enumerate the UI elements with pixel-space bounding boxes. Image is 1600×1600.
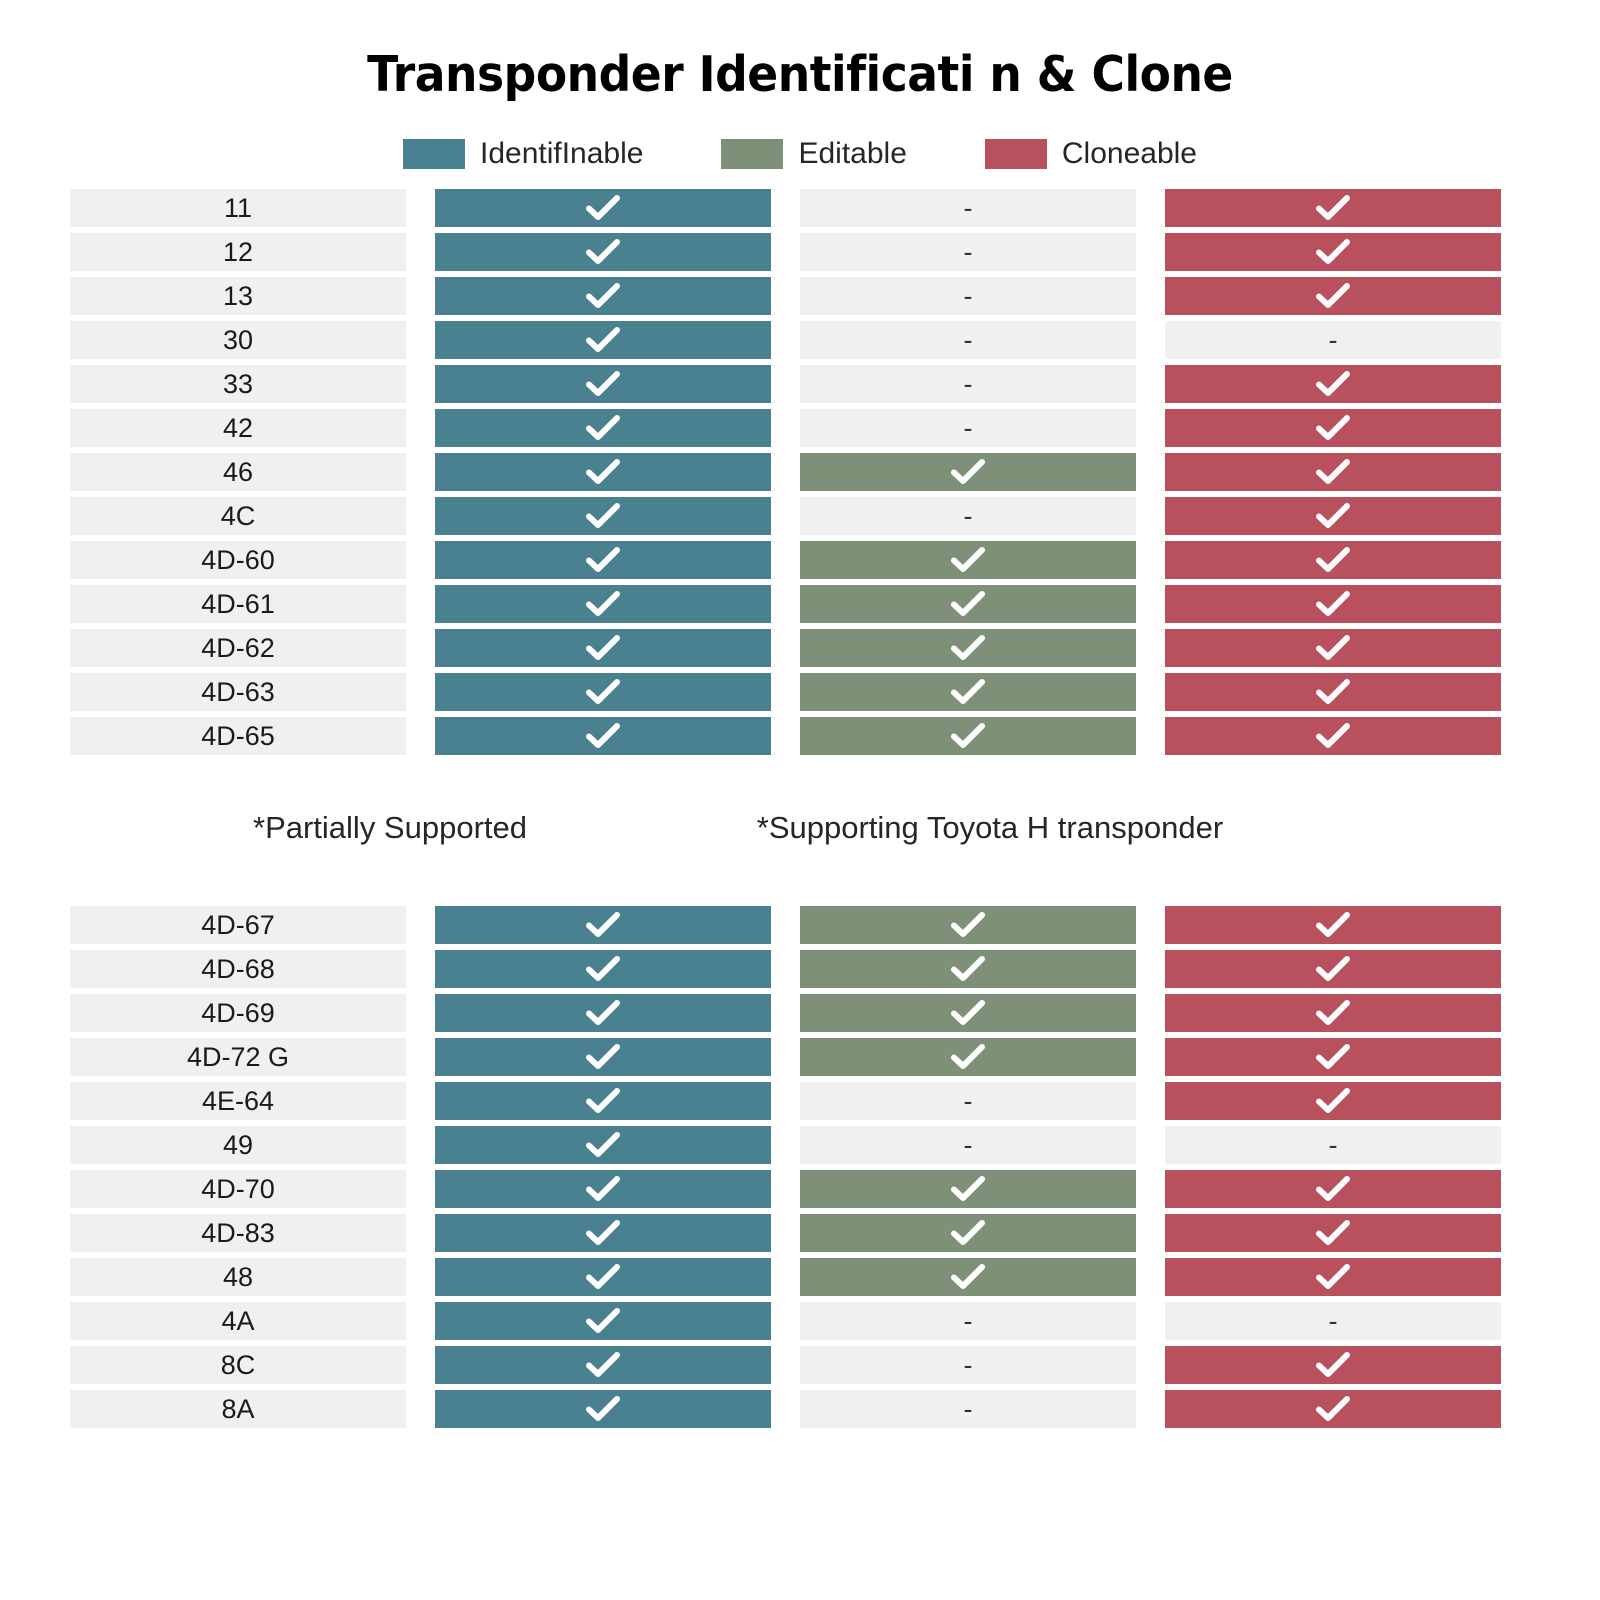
cell-identifiable <box>435 717 771 755</box>
table-row <box>70 585 1530 623</box>
check-icon <box>586 723 620 749</box>
table-row <box>70 717 1530 755</box>
check-icon <box>951 547 985 573</box>
note-partially-supported: *Partially Supported <box>253 810 527 845</box>
page-title: Transponder Identificati n & Clone <box>367 46 1233 103</box>
check-icon <box>1316 1088 1350 1114</box>
cell-cloneable <box>1165 1170 1501 1208</box>
section-spacer <box>0 846 1600 906</box>
check-icon <box>586 459 620 485</box>
cell-editable: - <box>800 365 1136 403</box>
row-label: 4D-69 <box>70 994 406 1032</box>
cell-identifiable <box>435 1302 771 1340</box>
check-icon <box>586 547 620 573</box>
transponder-table-group-2 <box>0 906 1600 1428</box>
cell-cloneable <box>1165 629 1501 667</box>
row-label: 12 <box>70 233 406 271</box>
check-icon <box>1316 1220 1350 1246</box>
cell-identifiable <box>435 629 771 667</box>
table-row <box>70 1346 1530 1384</box>
cell-identifiable <box>435 321 771 359</box>
row-label: 8C <box>70 1346 406 1384</box>
check-icon <box>1316 283 1350 309</box>
check-icon <box>951 679 985 705</box>
check-icon <box>951 723 985 749</box>
check-icon <box>951 1264 985 1290</box>
cell-editable: - <box>800 1302 1136 1340</box>
cell-identifiable <box>435 541 771 579</box>
check-icon <box>1316 1000 1350 1026</box>
cell-editable: - <box>800 321 1136 359</box>
table-row <box>70 1082 1530 1120</box>
table-row <box>70 409 1530 447</box>
check-icon <box>586 1176 620 1202</box>
cell-cloneable <box>1165 409 1501 447</box>
check-icon <box>951 956 985 982</box>
table-row <box>70 950 1530 988</box>
legend-label-cloneable: Cloneable <box>1061 137 1197 170</box>
check-icon <box>1316 547 1350 573</box>
row-label: 4D-60 <box>70 541 406 579</box>
cell-identifiable <box>435 1038 771 1076</box>
cell-editable: - <box>800 1082 1136 1120</box>
check-icon <box>1316 415 1350 441</box>
cell-identifiable <box>435 1390 771 1428</box>
cell-editable <box>800 1038 1136 1076</box>
transponder-table-group-1 <box>0 189 1600 755</box>
cell-editable <box>800 673 1136 711</box>
table-row <box>70 1214 1530 1252</box>
table-row <box>70 906 1530 944</box>
check-icon <box>951 591 985 617</box>
cell-identifiable <box>435 673 771 711</box>
cell-identifiable <box>435 906 771 944</box>
check-icon <box>586 371 620 397</box>
cell-editable <box>800 906 1136 944</box>
cell-editable <box>800 541 1136 579</box>
cell-cloneable <box>1165 717 1501 755</box>
notes <box>0 810 1600 846</box>
check-icon <box>951 635 985 661</box>
cell-cloneable <box>1165 950 1501 988</box>
table-row <box>70 1302 1530 1340</box>
check-icon <box>951 459 985 485</box>
cell-editable <box>800 453 1136 491</box>
cell-editable: - <box>800 1390 1136 1428</box>
cell-cloneable: - <box>1165 1302 1501 1340</box>
check-icon <box>586 195 620 221</box>
legend-swatch-editable <box>721 139 783 169</box>
check-icon <box>1316 503 1350 529</box>
cell-editable: - <box>800 497 1136 535</box>
cell-cloneable <box>1165 994 1501 1032</box>
legend-item-editable <box>721 137 906 171</box>
cell-identifiable <box>435 1346 771 1384</box>
check-icon <box>1316 1044 1350 1070</box>
legend-item-identifiable <box>403 137 643 171</box>
check-icon <box>1316 1264 1350 1290</box>
cell-cloneable <box>1165 673 1501 711</box>
check-icon <box>586 912 620 938</box>
cell-cloneable <box>1165 233 1501 271</box>
row-label: 42 <box>70 409 406 447</box>
table-row <box>70 1258 1530 1296</box>
check-icon <box>1316 956 1350 982</box>
cell-identifiable <box>435 994 771 1032</box>
row-label: 8A <box>70 1390 406 1428</box>
check-icon <box>586 1088 620 1114</box>
cell-editable <box>800 1170 1136 1208</box>
cell-cloneable <box>1165 189 1501 227</box>
row-label: 4A <box>70 1302 406 1340</box>
check-icon <box>1316 371 1350 397</box>
row-label: 46 <box>70 453 406 491</box>
table-row <box>70 541 1530 579</box>
cell-editable: - <box>800 1346 1136 1384</box>
cell-editable <box>800 994 1136 1032</box>
table-row <box>70 365 1530 403</box>
cell-identifiable <box>435 1258 771 1296</box>
cell-identifiable <box>435 233 771 271</box>
cell-identifiable <box>435 950 771 988</box>
cell-cloneable: - <box>1165 1126 1501 1164</box>
check-icon <box>586 1220 620 1246</box>
check-icon <box>951 1220 985 1246</box>
table-row <box>70 629 1530 667</box>
cell-identifiable <box>435 365 771 403</box>
cell-identifiable <box>435 409 771 447</box>
legend-swatch-cloneable <box>985 139 1047 169</box>
cell-cloneable <box>1165 541 1501 579</box>
table-row <box>70 497 1530 535</box>
cell-cloneable <box>1165 906 1501 944</box>
cell-identifiable <box>435 1214 771 1252</box>
check-icon <box>1316 459 1350 485</box>
check-icon <box>951 1176 985 1202</box>
check-icon <box>1316 239 1350 265</box>
check-icon <box>951 912 985 938</box>
row-label: 30 <box>70 321 406 359</box>
check-icon <box>1316 1396 1350 1422</box>
check-icon <box>586 679 620 705</box>
cell-cloneable <box>1165 365 1501 403</box>
check-icon <box>1316 912 1350 938</box>
check-icon <box>586 503 620 529</box>
check-icon <box>586 635 620 661</box>
row-label: 48 <box>70 1258 406 1296</box>
check-icon <box>586 1000 620 1026</box>
check-icon <box>586 239 620 265</box>
legend-item-cloneable <box>985 137 1197 171</box>
table-row <box>70 1390 1530 1428</box>
cell-cloneable <box>1165 1082 1501 1120</box>
row-label: 13 <box>70 277 406 315</box>
cell-cloneable <box>1165 497 1501 535</box>
cell-cloneable <box>1165 1390 1501 1428</box>
check-icon <box>1316 1352 1350 1378</box>
row-label: 4C <box>70 497 406 535</box>
check-icon <box>1316 1176 1350 1202</box>
check-icon <box>1316 679 1350 705</box>
cell-editable <box>800 1258 1136 1296</box>
cell-cloneable <box>1165 1038 1501 1076</box>
cell-identifiable <box>435 453 771 491</box>
cell-editable: - <box>800 1126 1136 1164</box>
table-row <box>70 673 1530 711</box>
table-row <box>70 277 1530 315</box>
cell-editable <box>800 585 1136 623</box>
cell-cloneable <box>1165 1258 1501 1296</box>
row-label: 4D-67 <box>70 906 406 944</box>
cell-identifiable <box>435 189 771 227</box>
cell-cloneable <box>1165 453 1501 491</box>
check-icon <box>586 327 620 353</box>
cell-identifiable <box>435 1082 771 1120</box>
row-label: 4D-63 <box>70 673 406 711</box>
row-label: 4D-62 <box>70 629 406 667</box>
table-row <box>70 1038 1530 1076</box>
cell-cloneable <box>1165 585 1501 623</box>
check-icon <box>586 1264 620 1290</box>
cell-editable: - <box>800 233 1136 271</box>
check-icon <box>1316 635 1350 661</box>
check-icon <box>586 1308 620 1334</box>
row-label: 4D-72 G <box>70 1038 406 1076</box>
check-icon <box>586 591 620 617</box>
note-toyota-h: *Supporting Toyota H transponder <box>756 810 1224 845</box>
table-row <box>70 1170 1530 1208</box>
cell-identifiable <box>435 1170 771 1208</box>
cell-cloneable <box>1165 1214 1501 1252</box>
cell-cloneable: - <box>1165 321 1501 359</box>
cell-cloneable <box>1165 277 1501 315</box>
check-icon <box>1316 195 1350 221</box>
row-label: 4D-68 <box>70 950 406 988</box>
cell-identifiable <box>435 585 771 623</box>
check-icon <box>586 415 620 441</box>
check-icon <box>951 1000 985 1026</box>
check-icon <box>951 1044 985 1070</box>
row-label: 4D-70 <box>70 1170 406 1208</box>
cell-identifiable <box>435 1126 771 1164</box>
row-label: 4D-83 <box>70 1214 406 1252</box>
legend-label-editable: Editable <box>798 137 907 170</box>
legend <box>0 137 1600 171</box>
cell-cloneable <box>1165 1346 1501 1384</box>
cell-editable <box>800 1214 1136 1252</box>
row-label: 49 <box>70 1126 406 1164</box>
row-label: 4D-65 <box>70 717 406 755</box>
cell-editable: - <box>800 409 1136 447</box>
check-icon <box>586 1132 620 1158</box>
table-row <box>70 994 1530 1032</box>
check-icon <box>586 956 620 982</box>
legend-label-identifiable: IdentifInable <box>480 137 644 170</box>
row-label: 4D-61 <box>70 585 406 623</box>
table-row <box>70 453 1530 491</box>
cell-identifiable <box>435 497 771 535</box>
check-icon <box>1316 591 1350 617</box>
check-icon <box>586 1352 620 1378</box>
cell-editable <box>800 717 1136 755</box>
cell-editable: - <box>800 189 1136 227</box>
row-label: 33 <box>70 365 406 403</box>
legend-swatch-identifiable <box>403 139 465 169</box>
check-icon <box>586 1044 620 1070</box>
table-row <box>70 189 1530 227</box>
cell-editable: - <box>800 277 1136 315</box>
cell-editable <box>800 950 1136 988</box>
check-icon <box>586 1396 620 1422</box>
cell-editable <box>800 629 1136 667</box>
table-row <box>70 233 1530 271</box>
table-row <box>70 321 1530 359</box>
cell-identifiable <box>435 277 771 315</box>
check-icon <box>586 283 620 309</box>
table-row <box>70 1126 1530 1164</box>
row-label: 11 <box>70 189 406 227</box>
row-label: 4E-64 <box>70 1082 406 1120</box>
check-icon <box>1316 723 1350 749</box>
